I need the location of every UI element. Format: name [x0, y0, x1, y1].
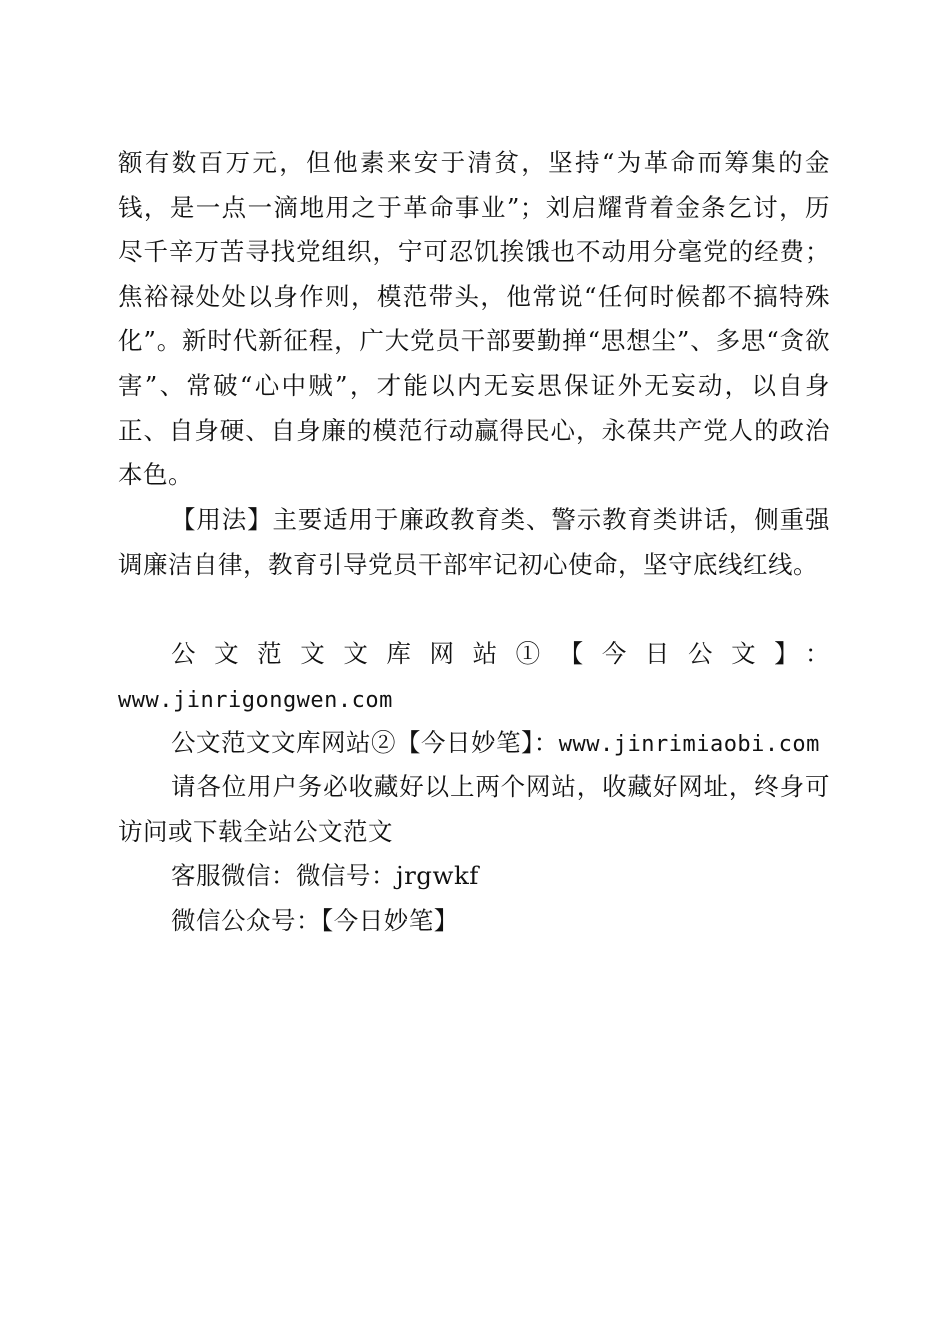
- website-2-label: 公文范文文库网站②【今日妙笔】：: [171, 728, 559, 757]
- website-1-line: [118, 632, 830, 723]
- wechat-account-line: 微信公众号：【今日妙笔】: [171, 906, 459, 935]
- customer-service-line: 客服微信：微信号：jrgwkf: [171, 861, 479, 890]
- website-1-label: 公文范文文库网站①【今日公文】：: [171, 639, 830, 668]
- website-2-line: [118, 721, 830, 768]
- body-paragraph: 额有数百万元，但他素来安于清贫，坚持“为革命而筹集的金钱，是一点一滴地用之于革命事业”；刘启耀背着金条乞讨，历尽千辛万苦寻找党组织，宁可忍饥挨饿也不动用分毫党的经费；焦裕禄处处以身作则，模范带头，他常说“任何时候都不搞特殊化”。新时代新征程，广大党员干部要勤掸“思想尘”、多思“贪欲害”、常破“心中贼”，才能以内无妄思保证外无妄动，以自身正、自身硬、自身廉的模范行动赢得民心，永葆共产党人的政治本色。: [118, 148, 830, 490]
- usage-paragraph: 【用法】主要适用于廉政教育类、警示教育类讲话，侧重强调廉洁自律，教育引导党员干部牢记初心使命，坚守底线红线。: [118, 505, 830, 579]
- website-1-url[interactable]: www.jinrigongwen.com: [118, 687, 393, 713]
- reminder-paragraph: 请各位用户务必收藏好以上两个网站，收藏好网址，终身可访问或下载全站公文范文: [118, 772, 830, 846]
- website-2-url[interactable]: www.jinrimiaobi.com: [558, 732, 820, 757]
